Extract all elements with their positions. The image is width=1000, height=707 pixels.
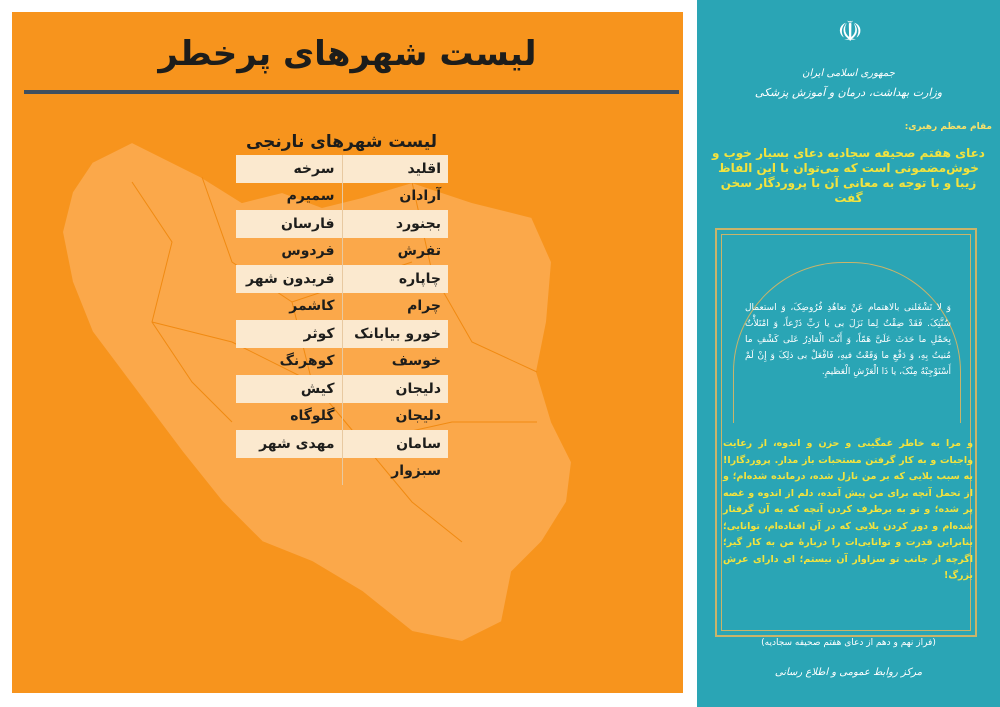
- city-cell: تفرش: [342, 238, 448, 266]
- footer-signature: مرکز روابط عمومی و اطلاع رسانی: [774, 667, 923, 678]
- city-cell: خورو بیابانک: [342, 320, 448, 348]
- table-row: [236, 155, 448, 183]
- table-row: [236, 403, 448, 431]
- city-cell: سبزوار: [342, 458, 448, 486]
- city-cell: بجنورد: [342, 210, 448, 238]
- city-cell: فریدون شهر: [236, 265, 342, 293]
- city-cell: اقلید: [342, 155, 448, 183]
- city-cell: کاشمر: [289, 298, 335, 315]
- orange-cities-title: لیست شهرهای نارنجی: [245, 132, 438, 152]
- country-name: جمهوری اسلامی ایران: [802, 68, 895, 79]
- city-cell: دلیجان: [342, 403, 448, 431]
- city-cell: کوثر: [236, 320, 342, 348]
- table-row: [236, 458, 448, 486]
- table-row: [236, 320, 448, 348]
- city-cell: فردوس: [281, 243, 335, 260]
- table-row: [236, 238, 448, 266]
- arabic-prayer-text: وَ لا تَشْغَلنی بالاهتمام عَنْ تعاهُدِ فُرُوضِکَ، وَ استعمال سُنَّتِکَ. فَقَدْ ضِقْتُ لِما نَزَلَ بی یا رَبِّ ذَرْعاً، وَ امْتَلأْتُ بِحَمْلِ ما حَدَثَ عَلَیَّ هَمّاً، وَ أَنْتَ الْقادِرُ عَلی کَشْفِ ما مُنیتُ بِهِ، وَ دَفْعِ ما وَقَعْتُ فیهِ، فَافْعَلْ بی ذلِکَ وَ إِنْ لَمْ أَسْتَوْجِبْهُ مِنْکَ، یا ذَا الْعَرْشِ الْعَظیمِ.: [745, 303, 951, 377]
- table-row: [236, 375, 448, 403]
- page-title: لیست شهرهای پرخطر: [158, 34, 537, 74]
- city-cell: کیش: [236, 375, 342, 403]
- table-row: [236, 430, 448, 458]
- intro-text: دعای هفتم صحیفه سجادیه دعای بسیار خوب و خوش‌مضمونی است که می‌توان با این الفاظ زیبا و با توجه به معانی آن با پروردگار سخن گفت: [712, 146, 985, 205]
- table-row: [236, 293, 448, 321]
- city-cell: [236, 458, 342, 486]
- iran-emblem-icon: ☫: [837, 15, 863, 48]
- table-row: [236, 265, 448, 293]
- city-cell: فارسان: [236, 210, 342, 238]
- city-cell: چرام: [342, 293, 448, 321]
- city-cell: مهدی شهر: [236, 430, 342, 458]
- ministry-name: وزارت بهداشت، درمان و آموزش پزشکی: [754, 86, 943, 99]
- high-risk-cities-panel: [12, 12, 683, 693]
- city-cell: دلیجان: [342, 375, 448, 403]
- source-citation: (فراز نهم و دهم از دعای هفتم صحیفه سجادیه): [761, 638, 936, 648]
- city-cell: گلوگاه: [290, 408, 335, 425]
- persian-translation: و مرا به خاطر غمگینی و حزن و اندوه، از رعایت واجبات و به کار گرفتن مستحبات باز مدار. پروردگارا! به سبب بلایی که بر من نازل شده، درمانده شده‌ام؛ و از تحمل آنچه برای من پیش آمده، دلم از اندوه و غصه پر شده؛ و تو به برطرف کردن آنچه که به آن گرفتار شده‌ام و دور کردن بلایی که در آن افتاده‌ام، توانایی؛ بنابراین قدرت و توانایی‌ات را دربارهٔ من به کار گیر؛ اگرچه از جانب تو سزاوار آن نیستم؛ ای دارای عرش بزرگ!: [723, 438, 973, 581]
- table-row: [236, 348, 448, 376]
- city-cell: سرخه: [236, 155, 342, 183]
- leader-label: مقام معظم رهبری:: [904, 122, 992, 132]
- table-row: [236, 183, 448, 211]
- title-divider: [24, 90, 679, 94]
- table-row: [236, 210, 448, 238]
- prayer-panel: [697, 0, 1000, 707]
- city-cell: آرادان: [342, 183, 448, 211]
- city-cell: کوهرنگ: [279, 353, 335, 370]
- city-cell: سمیرم: [286, 188, 335, 205]
- city-cell: سامان: [342, 430, 448, 458]
- city-cell: خوسف: [342, 348, 448, 376]
- city-cell: چاپاره: [342, 265, 448, 293]
- orange-cities-table: [236, 155, 448, 485]
